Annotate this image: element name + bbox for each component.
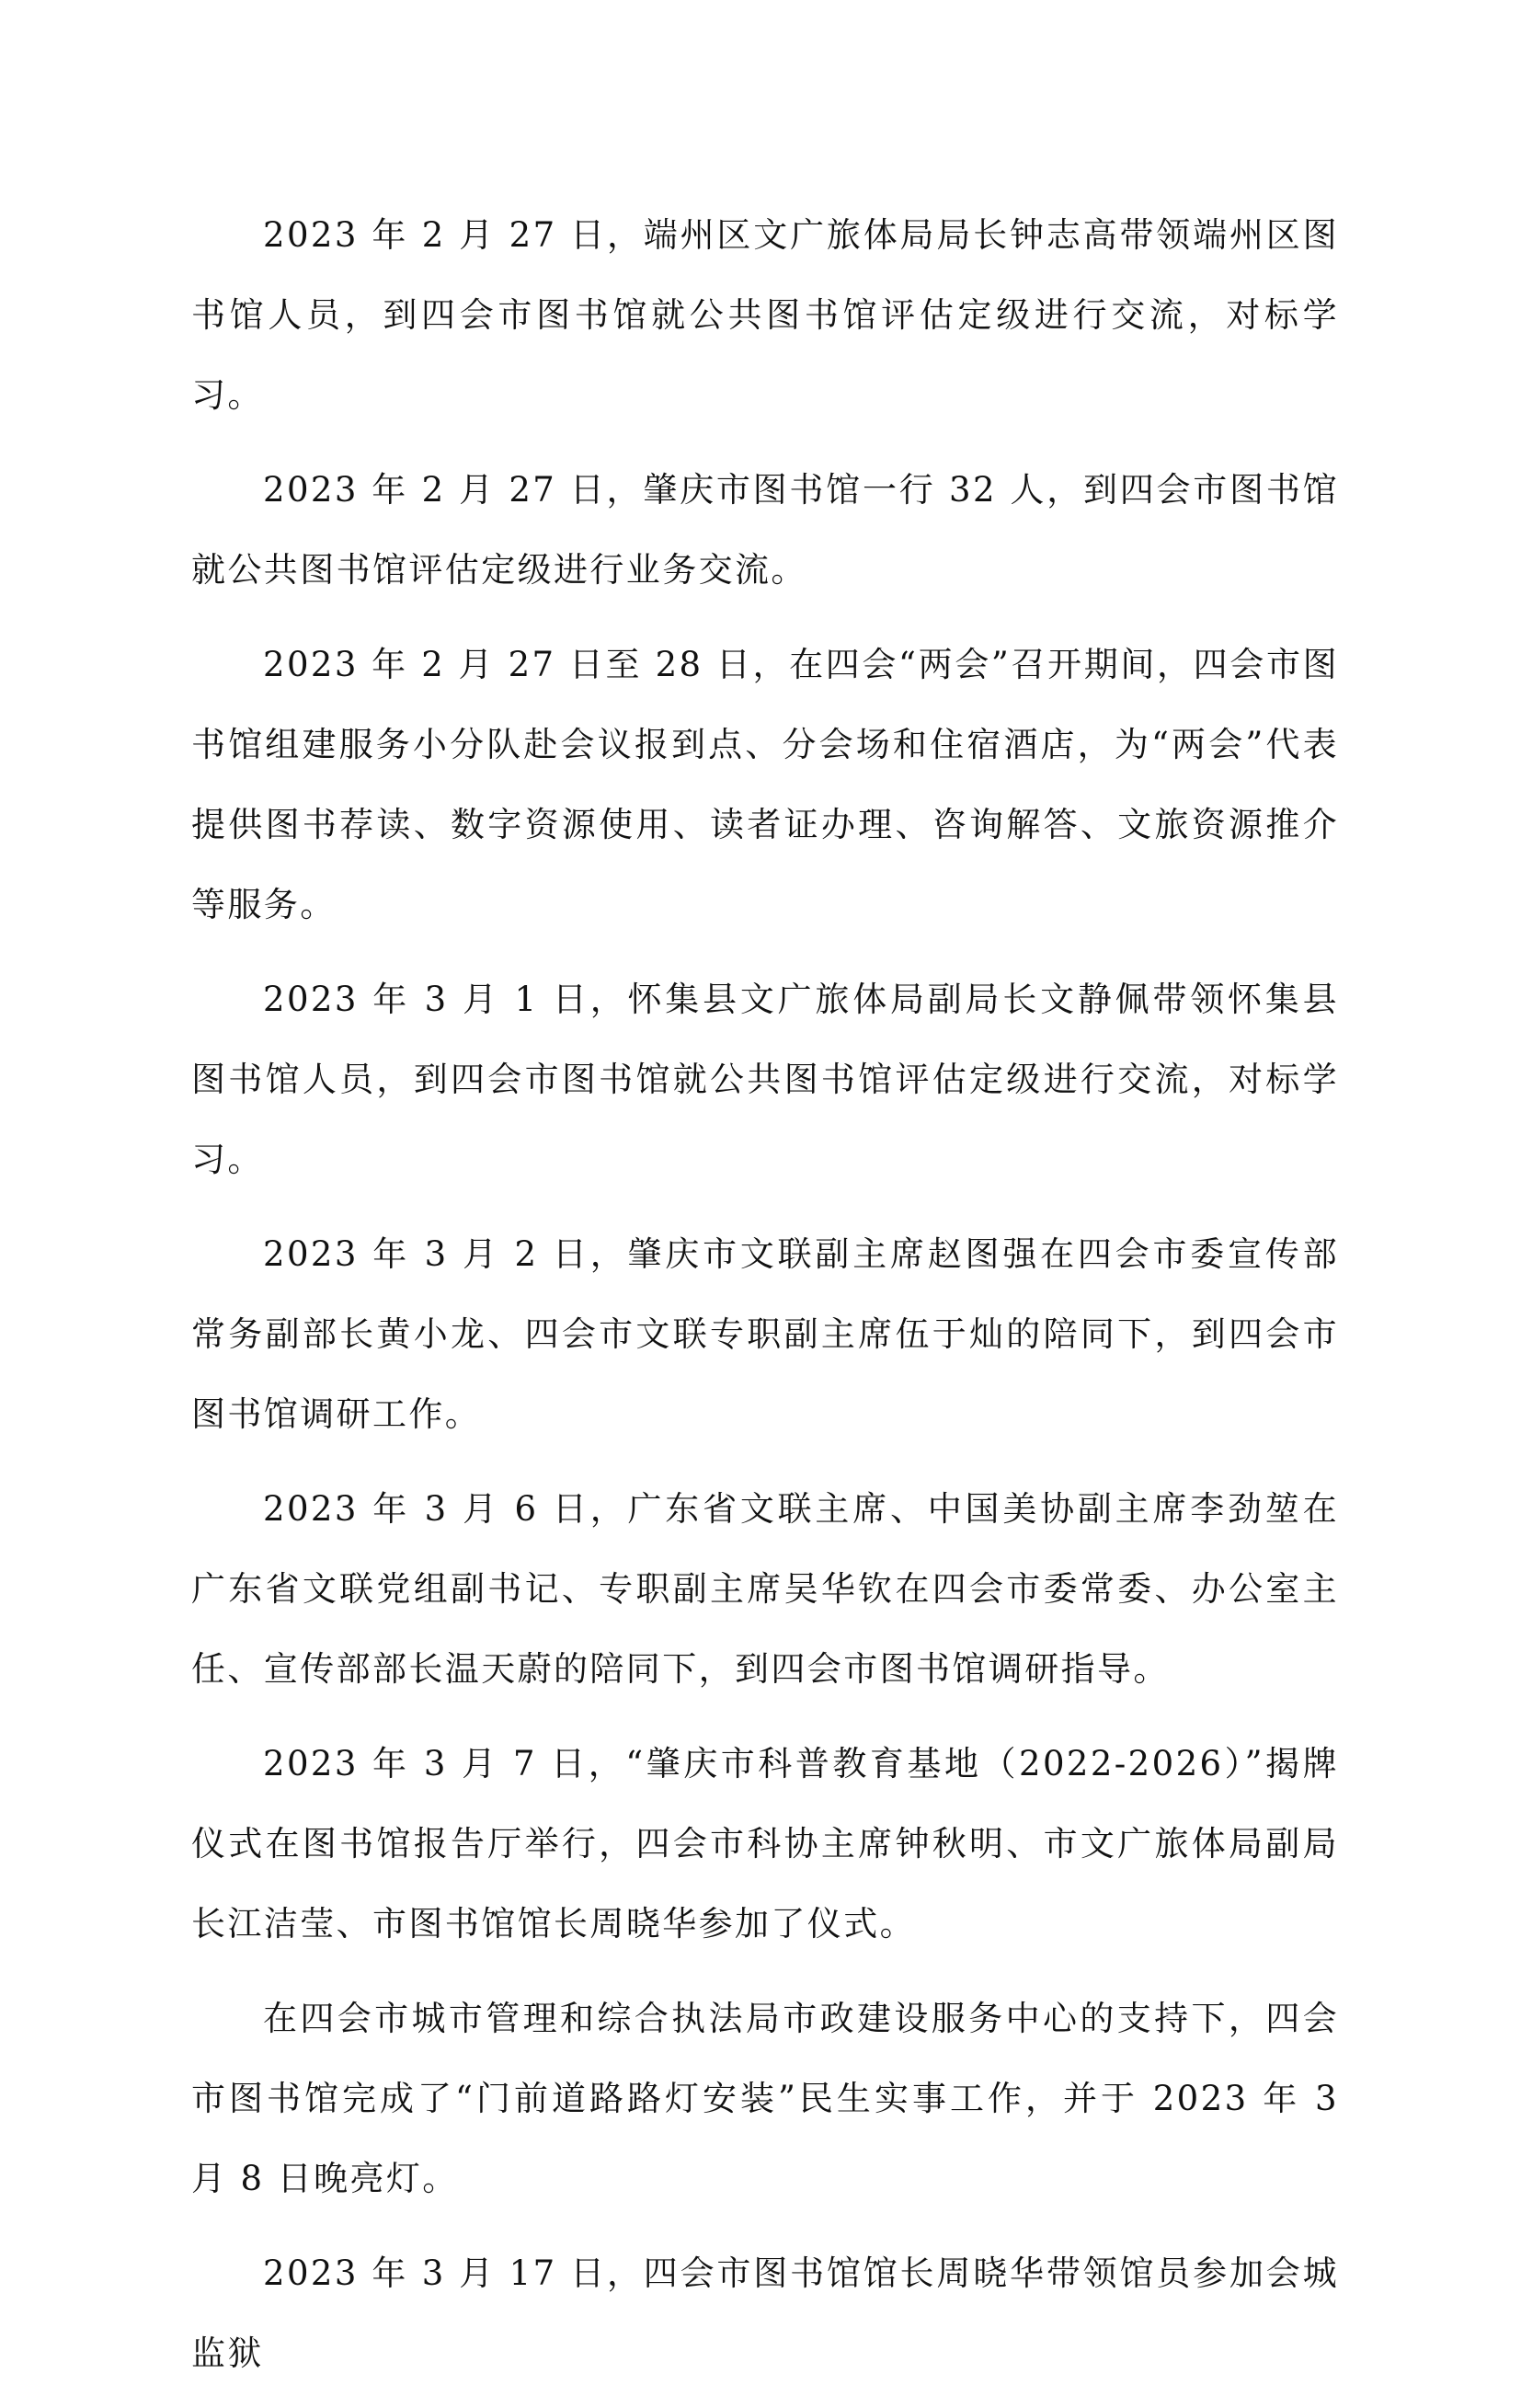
paragraph-7: 2023 年 3 月 7 日，“肇庆市科普教育基地（2022-2026）”揭牌仪式在图书馆报告厅举行，四会市科协主席钟秋明、市文广旅体局副局长江洁莹、市图书馆馆长周晓华参加了仪式。 (191, 1744, 1339, 1944)
paragraph-9: 2023 年 3 月 17 日，四会市图书馆馆长周晓华带领馆员参加会城监狱 (191, 2253, 1339, 2373)
paragraph-2: 2023 年 2 月 27 日，肇庆市图书馆一行 32 人，到四会市图书馆就公共图书馆评估定级进行业务交流。 (191, 470, 1339, 590)
paragraph-1: 2023 年 2 月 27 日，端州区文广旅体局局长钟志高带领端州区图书馆人员，到四会市图书馆就公共图书馆评估定级进行交流，对标学习。 (191, 215, 1339, 415)
document-body (191, 195, 1339, 2408)
paragraph-8: 在四会市城市管理和综合执法局市政建设服务中心的支持下，四会市图书馆完成了“门前道路路灯安装”民生实事工作，并于 2023 年 3 月 8 日晚亮灯。 (191, 1999, 1339, 2198)
paragraph-3: 2023 年 2 月 27 日至 28 日，在四会“两会”召开期间，四会市图书馆组建服务小分队赴会议报到点、分会场和住宿酒店，为“两会”代表提供图书荐读、数字资源使用、读者证办理、咨询解答、文旅资源推介等服务。 (191, 645, 1339, 924)
paragraph-5: 2023 年 3 月 2 日，肇庆市文联副主席赵图强在四会市委宣传部常务副部长黄小龙、四会市文联专职副主席伍于灿的陪同下，到四会市图书馆调研工作。 (191, 1234, 1339, 1434)
paragraph-4: 2023 年 3 月 1 日，怀集县文广旅体局副局长文静佩带领怀集县图书馆人员，到四会市图书馆就公共图书馆评估定级进行交流，对标学习。 (191, 980, 1339, 1179)
paragraph-6: 2023 年 3 月 6 日，广东省文联主席、中国美协副主席李劲堃在广东省文联党组副书记、专职副主席吴华钦在四会市委常委、办公室主任、宣传部部长温天蔚的陪同下，到四会市图书馆调研指导。 (191, 1489, 1339, 1689)
